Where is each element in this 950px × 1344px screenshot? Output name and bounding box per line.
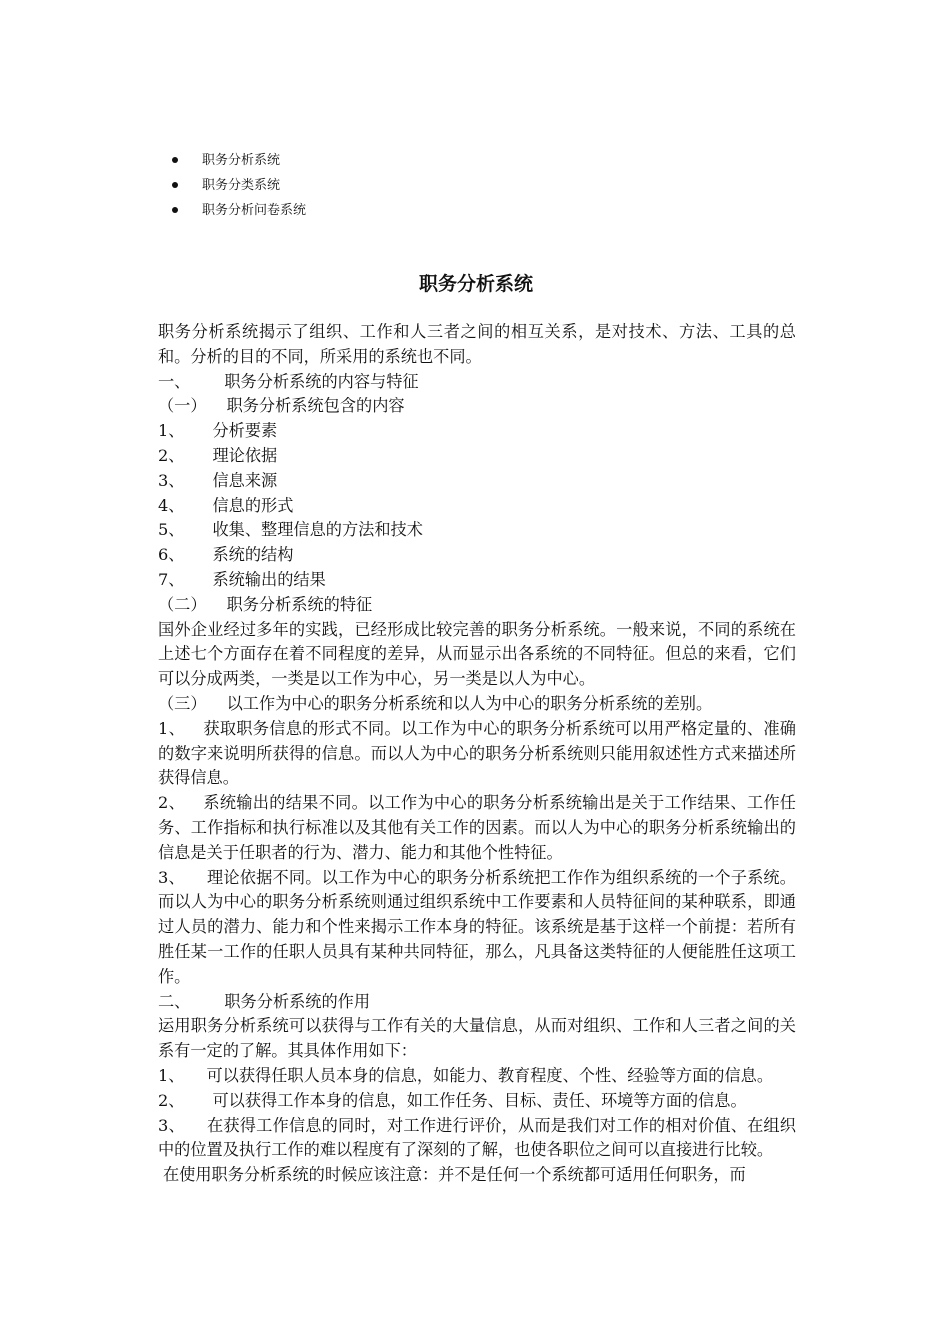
list-text: 分析要素 xyxy=(212,421,278,441)
list-item xyxy=(158,543,796,568)
paragraph-text: 系统输出的结果不同。以工作为中心的职务分析系统输出是关于工作结果、工作任务、工作指标和执行标准以及其他有关工作的因素。而以人为中心的职务分析系统输出的信息是关于任职者的行为、潜力、能力和其他个性特征。 xyxy=(158,793,796,862)
numbered-paragraph xyxy=(158,866,796,990)
list-text: 信息的形式 xyxy=(212,495,294,515)
paragraph-text: 在获得工作信息的同时，对工作进行评价，从而是我们对工作的相对价值、在组织中的位置及执行工作的难以程度有了深刻的了解，也使各职位之间可以直接进行比较。 xyxy=(158,1115,796,1160)
list-number: 4、 xyxy=(158,495,185,515)
subsection-heading xyxy=(158,593,796,618)
list-number: 2、 xyxy=(158,445,185,465)
list-text: 收集、整理信息的方法和技术 xyxy=(212,520,423,540)
numbered-paragraph xyxy=(158,1089,796,1114)
list-item xyxy=(158,568,796,593)
list-number: 3、 xyxy=(158,867,185,887)
numbered-paragraph xyxy=(158,1064,796,1089)
section-title: 职务分析系统的内容与特征 xyxy=(224,371,419,391)
subsection-number: （二） xyxy=(158,594,207,614)
subsection-heading xyxy=(158,394,796,419)
list-item xyxy=(158,419,796,444)
list-number: 2、 xyxy=(158,1090,185,1110)
paragraph-text: 获取职务信息的形式不同。以工作为中心的职务分析系统可以用严格定量的、准确的数字来说明所获得的信息。而以人为中心的职务分析系统则只能用叙述性方式来描述所获得信息。 xyxy=(158,718,796,788)
bullet-icon xyxy=(172,207,178,213)
toc-item-label: 职务分析问卷系统 xyxy=(202,203,307,218)
numbered-paragraph xyxy=(158,717,796,791)
section-heading xyxy=(158,370,796,395)
subsection-title: 以工作为中心的职务分析系统和以人为中心的职务分析系统的差别。 xyxy=(226,693,713,713)
toc-item-label: 职务分析系统 xyxy=(202,153,281,168)
list-text: 理论依据 xyxy=(212,445,278,465)
numbered-paragraph xyxy=(158,791,796,865)
list-text: 信息来源 xyxy=(212,470,278,490)
subsection-number: （三） xyxy=(158,693,207,713)
bullet-icon xyxy=(172,157,178,163)
list-number: 1、 xyxy=(158,1065,185,1085)
list-number: 6、 xyxy=(158,545,185,565)
section-number: 一、 xyxy=(158,371,191,391)
paragraph-text: 在使用职务分析系统的时候应该注意：并不是任何一个系统都可适用任何职务，而 xyxy=(163,1165,746,1185)
table-of-contents xyxy=(168,148,306,223)
page-title: 职务分析系统 xyxy=(418,273,533,295)
list-number: 7、 xyxy=(158,569,185,589)
subsection-heading xyxy=(158,692,796,717)
intro-paragraph: 职务分析系统揭示了组织、工作和人三者之间的相互关系，是对技术、方法、工具的总和。分析的目的不同，所采用的系统也不同。 xyxy=(158,322,796,366)
toc-item[interactable] xyxy=(168,173,306,198)
document-body xyxy=(158,320,796,1188)
list-number: 1、 xyxy=(158,421,185,441)
toc-item[interactable] xyxy=(168,198,306,223)
list-number: 1、 xyxy=(158,718,186,738)
list-number: 3、 xyxy=(158,470,185,490)
list-number: 2、 xyxy=(158,793,186,813)
paragraph-text: 可以获得工作本身的信息，如工作任务、目标、责任、环境等方面的信息。 xyxy=(212,1090,747,1110)
body-paragraph: 运用职务分析系统可以获得与工作有关的大量信息，从而对组织、工作和人三者之间的关系有一定的了解。其具体作用如下： xyxy=(158,1016,796,1061)
toc-item[interactable] xyxy=(168,148,306,173)
section-heading xyxy=(158,990,796,1015)
toc-item-label: 职务分类系统 xyxy=(202,178,281,193)
paragraph-text: 理论依据不同。以工作为中心的职务分析系统把工作作为组织系统的一个子系统。而以人为中心的职务分析系统则通过组织系统中工作要素和人员特征间的某种联系，即通过人员的潜力、能力和个性来揭示工作本身的特征。该系统是基于这样一个前提：若所有胜任某一工作的任职人员具有某种共同特征，那么，凡具备这类特征的人便能胜任这项工作。 xyxy=(158,867,796,986)
section-title: 职务分析系统的作用 xyxy=(224,991,371,1011)
list-number: 3、 xyxy=(158,1115,185,1135)
list-text: 系统输出的结果 xyxy=(212,569,326,589)
body-paragraph: 国外企业经过多年的实践，已经形成比较完善的职务分析系统。一般来说，不同的系统在上述七个方面存在着不同程度的差异，从而显示出各系统的不同特征。但总的来看，它们可以分成两类，一类是以工作为中心，另一类是以人为中心。 xyxy=(158,619,796,689)
subsection-title: 职务分析系统包含的内容 xyxy=(226,396,405,416)
list-item xyxy=(158,494,796,519)
bullet-icon xyxy=(172,182,178,188)
subsection-number: （一） xyxy=(158,396,207,416)
list-text: 系统的结构 xyxy=(212,545,294,565)
list-item xyxy=(158,444,796,469)
section-number: 二、 xyxy=(158,991,191,1011)
numbered-paragraph xyxy=(158,1114,796,1164)
note-paragraph xyxy=(158,1163,796,1188)
paragraph-text: 可以获得任职人员本身的信息，如能力、教育程度、个性、经验等方面的信息。 xyxy=(206,1065,774,1085)
list-number: 5、 xyxy=(158,520,185,540)
list-item xyxy=(158,518,796,543)
subsection-title: 职务分析系统的特征 xyxy=(226,594,373,614)
list-item xyxy=(158,469,796,494)
